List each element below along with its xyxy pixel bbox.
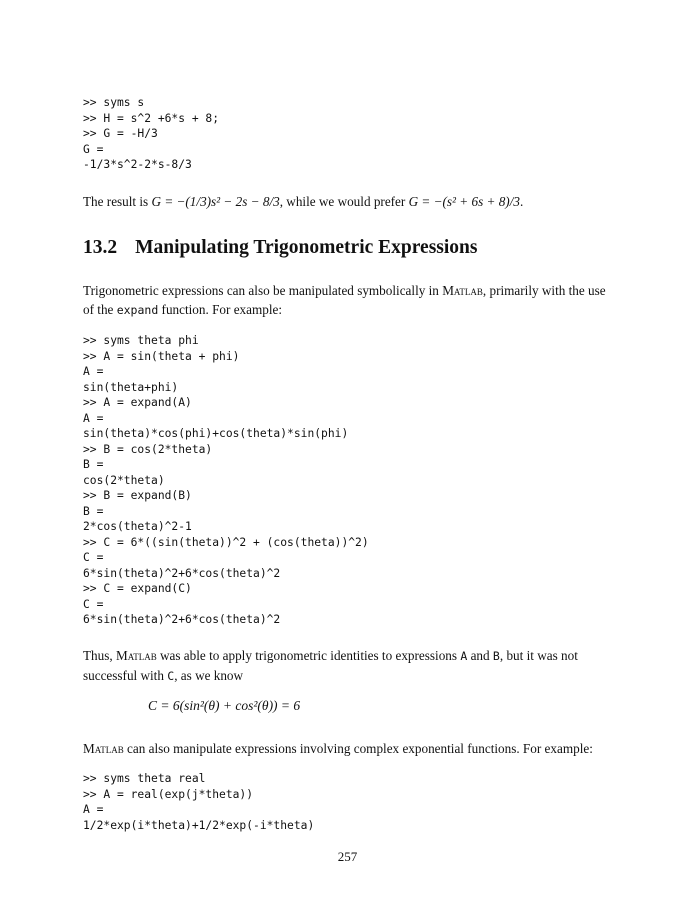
equation-preferred: G = −(s² + 6s + 8)/3	[408, 194, 520, 209]
intro-paragraph: Trigonometric expressions can also be manipulated symbolically in Matlab, primarily with the use of the expand function. For example:	[83, 283, 606, 317]
code-line: B =	[83, 504, 104, 518]
code-block-complex	[83, 771, 314, 833]
result-paragraph: The result is G = −(1/3)s² − 2s − 8/3, while we would prefer G = −(s² + 6s + 8)/3.	[83, 194, 524, 209]
code-line: >> H = s^2 +6*s + 8;	[83, 111, 220, 125]
code-line: 1/2*exp(i*theta)+1/2*exp(-i*theta)	[83, 818, 315, 832]
section-heading	[83, 236, 478, 260]
code-line: sin(theta+phi)	[83, 380, 179, 394]
matlab-name: Matlab	[115, 648, 157, 663]
code-line: >> syms theta real	[83, 772, 206, 785]
code-line: C =	[83, 551, 104, 564]
code-line: 6*sin(theta)^2+6*cos(theta)^2	[83, 566, 281, 580]
code-line: >> A = real(exp(j*theta))	[83, 787, 254, 801]
code-line: >> A = sin(theta + phi)	[83, 349, 240, 363]
code-block-trig	[83, 333, 369, 628]
code-line: >> C = 6*((sin(theta))^2 + (cos(theta))^2)	[83, 535, 369, 549]
section-number: 13.2	[83, 237, 118, 258]
code-line: -1/3*s^2-2*s-8/3	[83, 158, 192, 171]
code-line: >> syms theta phi	[83, 334, 199, 347]
complex-paragraph: Matlab can also manipulate expressions involving complex exponential functions. For example:	[83, 741, 593, 756]
page-number: 257	[337, 849, 358, 864]
code-line: B =	[83, 458, 104, 471]
equation-actual: G = −(1/3)s² − 2s − 8/3	[151, 194, 280, 209]
code-line: A =	[83, 411, 104, 425]
code-line: G =	[83, 142, 104, 156]
code-line: cos(2*theta)	[83, 473, 165, 487]
inline-code-expand: expand	[116, 303, 159, 317]
code-block-symbolic-s	[83, 95, 219, 173]
code-line: >> syms s	[83, 96, 145, 109]
code-line: 6*sin(theta)^2+6*cos(theta)^2	[83, 613, 281, 626]
matlab-name: Matlab	[83, 741, 124, 756]
code-line: >> G = -H/3	[83, 127, 158, 140]
code-line: >> B = cos(2*theta)	[83, 442, 213, 456]
code-line: 2*cos(theta)^2-1	[83, 520, 192, 533]
display-equation: C = 6(sin²(θ) + cos²(θ)) = 6	[148, 698, 301, 713]
inline-code-c: C	[167, 669, 175, 683]
code-line: >> C = expand(C)	[83, 582, 192, 595]
inline-code-b: B	[492, 649, 500, 663]
section-title: Manipulating Trigonometric Expressions	[135, 237, 478, 258]
matlab-name: Matlab	[442, 283, 483, 298]
code-line: C =	[83, 597, 104, 611]
code-line: >> A = expand(A)	[83, 396, 192, 409]
code-line: A =	[83, 365, 104, 378]
code-line: sin(theta)*cos(phi)+cos(theta)*sin(phi)	[83, 427, 349, 440]
code-line: A =	[83, 803, 104, 816]
code-line: >> B = expand(B)	[83, 489, 192, 502]
inline-code-a: A	[460, 649, 468, 663]
thus-paragraph: Thus, Matlab was able to apply trigonometric identities to expressions A and B, but it was not successful with C, as we know	[83, 648, 578, 683]
